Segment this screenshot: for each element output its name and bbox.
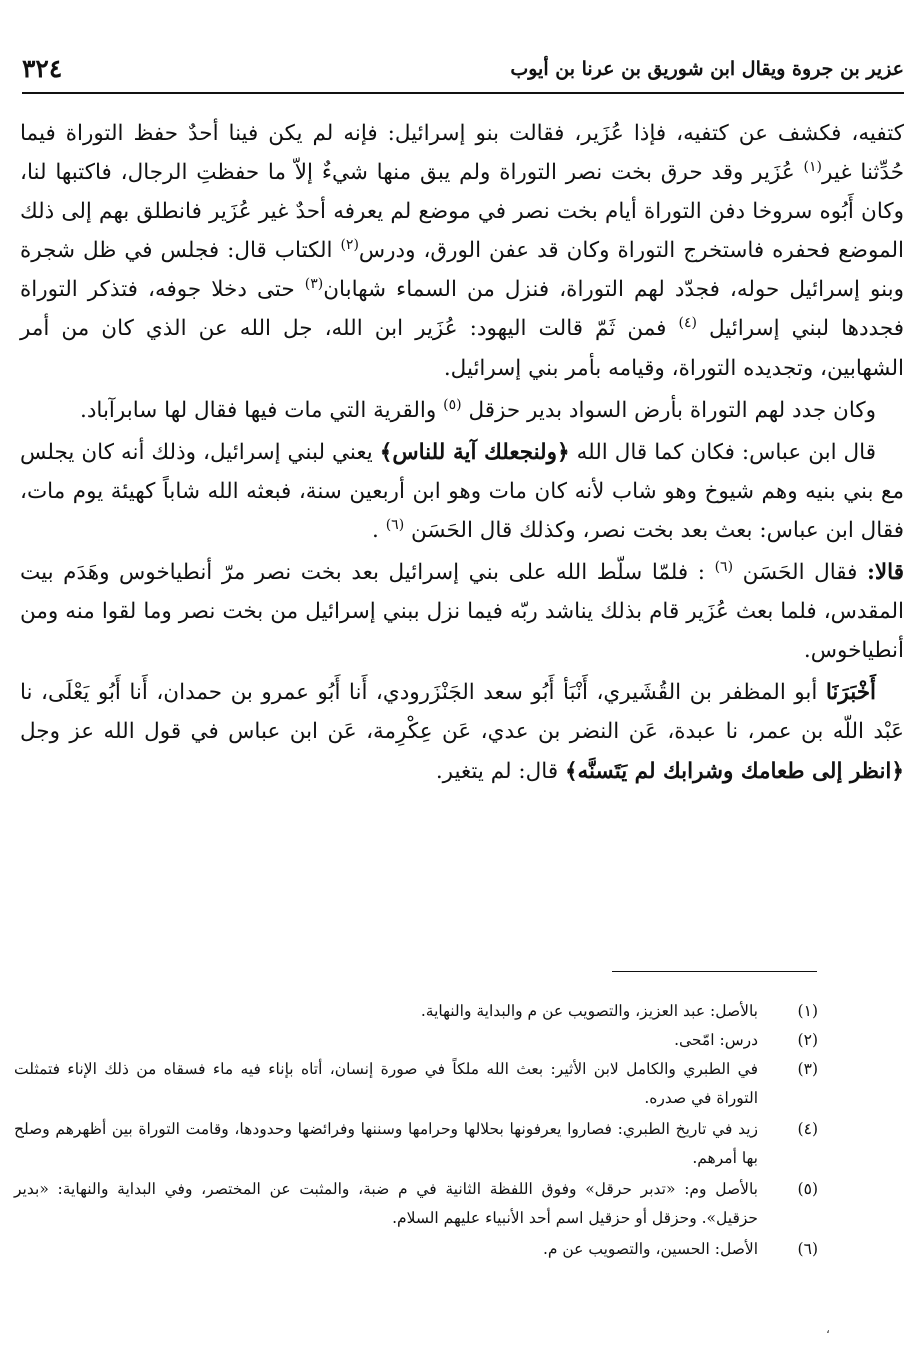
quran-quote: ﴿انظر إلى طعامك وشرابك لم يَتَسنَّه﴾ — [564, 758, 904, 784]
footnote-separator — [612, 971, 817, 972]
text-run: قال ابن عباس: فكان كما قال الله — [576, 439, 876, 465]
paragraph-4 — [20, 553, 904, 670]
page-number: ٣٢٤ — [22, 54, 63, 83]
footnote-ref-5: (٥) — [443, 396, 462, 413]
main-text — [20, 114, 904, 794]
paragraph-lead: قالا: — [866, 560, 905, 586]
footnote-ref-6b: (٦) — [714, 558, 734, 575]
footnote-6 — [14, 1235, 818, 1264]
footnote-text: بالأصل وم: «تدبر حرقل» وفوق اللفظة الثانية في م ضبة، والمثبت عن المختصر، وفي البداية والنهاية: «بدير حزقيل». وحزقل أو حزقيل اسم أحد الأنبياء عليهم السلام. — [14, 1180, 758, 1227]
footnote-text: درس: امّحى. — [674, 1031, 758, 1049]
footnote-number: (٤) — [797, 1120, 818, 1138]
header-title: عزير بن جروة ويقال ابن شوريق بن عرنا بن أيوب — [510, 58, 904, 80]
corner-mark: ، — [826, 1322, 830, 1336]
footnote-text: زيد في تاريخ الطبري: فصاروا يعرفونها بحلالها وحرامها وسننها وفرائضها وحدودها، وقامت التوراة بين أظهرهم وصلح بها أمرهم. — [14, 1120, 758, 1167]
paragraph-5 — [20, 673, 904, 790]
footnote-number: (٦) — [797, 1240, 818, 1258]
footnote-number: (٥) — [797, 1180, 818, 1198]
text-run: أبو المظفر بن القُشَيري، أَنْبَأ أَبُو سعد الجَنْزَرودي، أَنا أَبُو عمرو بن حمدان، أَنا أَبُو يَعْلَى، نا عَبْد اللّه بن عمر، نا عبدة، عَن النضر بن عدي، عَن عِكْرِمة، عَن ابن عباس في قول الله عز وجل — [20, 680, 904, 745]
footnote-ref-6: (٦) — [385, 516, 405, 533]
text-run: وكان جدد لهم التوراة بأرض السواد بدير حزقل — [468, 397, 876, 423]
text-run: عُزَير وقد حرق بخت نصر التوراة ولم يبق منها شيءٌ إلاّ ما حفظتِ الرجال، فاكتبها لنا، وكان أَبُوه سروخا دفن التوراة أيام بخت نصر في موضع لم يعرفه أحدٌ غير عُزَير فانطلق بهم إلى ذلك الموضع فحفره فاستخرج التوراة وكان قد عفن الورق، ودرس — [20, 160, 904, 264]
footnote-number: (٣) — [797, 1060, 818, 1078]
header-rule — [22, 92, 904, 94]
footnote-text: الأصل: الحسين، والتصويب عن م. — [542, 1240, 758, 1258]
text-run: يعني لبني إسرائيل، وذلك أنه كان يجلس مع بني بنيه وهم شيوخ وهو شاب لأنه كان مات وهو ابن أربعين سنة، فبعثه الله شاباً كهيئة يوم مات، فقال ابن عباس: بعث بعد بخت نصر، وكذلك قال الحَسَن — [20, 439, 904, 543]
footnote-text: بالأصل: عبد العزيز، والتصويب عن م والبداية والنهاية. — [420, 1002, 758, 1020]
text-run: : فلمّا سلّط الله على بني إسرائيل بعد بخت نصر مرّ أنطياخوس وهَدَم بيت المقدس، فلما بعث عُزَير قام بذلك يناشد ربّه فيما نزل ببني إسرائيل من بخت نصر وما لقوا منه ومن أنطياخوس. — [20, 560, 904, 664]
paragraph-lead: أَخْبَرَنَا — [825, 680, 876, 706]
footnote-2 — [14, 1026, 818, 1055]
paragraph-2 — [20, 391, 904, 430]
footnote-4 — [14, 1115, 818, 1173]
text-run: . — [372, 517, 379, 543]
footnote-ref-3: (٣) — [304, 276, 324, 293]
paragraph-1 — [20, 114, 904, 388]
text-run: حتى دخلا جوفه، فتذكر التوراة فجددها لبني إسرائيل — [20, 277, 904, 342]
footnote-3 — [14, 1055, 818, 1113]
footnote-text: في الطبري والكامل لابن الأثير: بعث الله ملكاً في صورة إنسان، أتاه بإناء فيه ماء فسقاه من ذلك الإناء فتمثلت التوراة في صدره. — [14, 1060, 758, 1107]
footnotes — [14, 997, 818, 1264]
footnote-1 — [14, 997, 818, 1026]
footnote-ref-4: (٤) — [678, 315, 697, 332]
footnote-ref-2: (٢) — [340, 237, 359, 254]
footnote-ref-1: (١) — [803, 158, 822, 175]
text-run: كتفيه، فكشف عن كتفيه، فإذا عُزَير، فقالت بنو إسرائيل: فإنه لم يكن فينا أحدٌ حفظ التوراة فيما حُدِّثنا غير — [20, 121, 904, 186]
text-run: قال: لم يتغير. — [435, 758, 559, 784]
footnote-5 — [14, 1175, 818, 1233]
quran-quote: ﴿ولنجعلك آية للناس﴾ — [379, 439, 570, 465]
paragraph-3 — [20, 433, 904, 550]
text-run: فمن ثَمّ قالت اليهود: عُزَير ابن الله، جل الله عن الذي كان من أمر الشهابين، وتجديده التوراة، وقيامه بأمر بني إسرائيل. — [20, 316, 904, 381]
footnote-number: (٢) — [797, 1031, 818, 1049]
footnote-number: (١) — [797, 1002, 818, 1020]
text-run: والقرية التي مات فيها فقال لها سابرآباد. — [79, 397, 437, 423]
running-header — [22, 52, 904, 92]
text-run: الكتاب قال: فجلس في ظل شجرة وبنو إسرائيل حوله، فجدّد لهم التوراة، فنزل من السماء شهابان — [20, 238, 905, 303]
text-run: فقال الحَسَن — [742, 560, 858, 586]
